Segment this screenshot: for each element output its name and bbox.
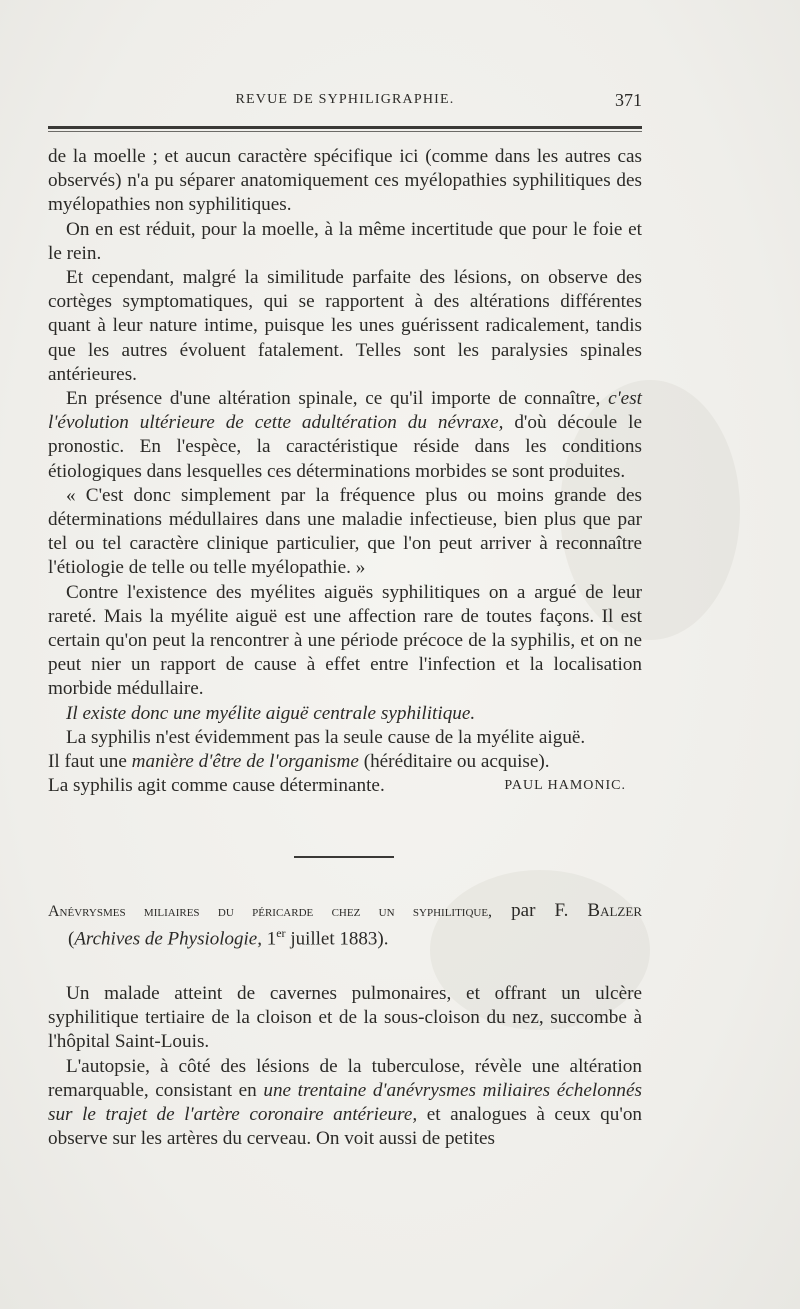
paragraph: Et cependant, malgré la similitude parfaite des lésions, on observe des cortèges symptomatiques, qui se rapportent à des altérations différentes quant à leur nature intime, puisque les unes guérissent radicalement, tandis que les autres évoluent fatalement. Telles sont les paralysies spinales antérieures. xyxy=(48,267,642,385)
text-run: La syphilis agit comme cause déterminante. xyxy=(48,775,385,797)
paragraph: On en est réduit, pour la moelle, à la même incertitude que pour le foie et le rein. xyxy=(48,218,642,264)
paragraph: Un malade atteint de cavernes pulmonaires, et offrant un ulcère syphilitique tertiaire de la cloison et de la sous-cloison du nez, succombe à l'hôpital Saint-Louis. xyxy=(48,983,642,1053)
text-block-myelite xyxy=(48,145,642,798)
text-run: et analogues à ceux qu'on observe sur les artères du cerveau. On voit aussi de petites xyxy=(48,1104,643,1150)
italic-run: l'organisme xyxy=(269,751,359,773)
quote-paragraph: « C'est donc simplement par la fréquence plus ou moins grande des déterminations médullaires dans une maladie infectieuse, bien plus que par tel ou tel caractère clinique particulier, que l'on peut arriver à reconnaître l'étiologie de telle ou telle myélopathie. » xyxy=(48,484,642,579)
italic-run: Il existe donc une myélite aiguë centrale syphilitique. xyxy=(66,702,476,724)
paragraph: de la moelle ; et aucun caractère spécifique ici (comme dans les autres cas observés) n'a pu séparer anatomiquement ces myélopathies syphilitiques des myélopathies non syphilitiques. xyxy=(48,146,642,216)
running-title: REVUE DE SYPHILIGRAPHIE. xyxy=(235,92,455,107)
article-title xyxy=(48,898,642,925)
italic-run: manière d'être de xyxy=(131,751,265,773)
text-run: par xyxy=(492,900,555,921)
paragraph xyxy=(48,726,642,750)
journal-name: Archives de Physiologie, xyxy=(74,928,262,950)
paragraph xyxy=(48,1055,642,1152)
article-author: F. Balzer xyxy=(554,900,642,921)
italic-run: une trentaine d'anévrysmes miliaires échelonnés sur le trajet de l'artère coronaire antérieure, xyxy=(48,1079,642,1126)
text-run: En présence d'une altération spinale, ce qu'il importe de connaître, xyxy=(66,388,609,410)
text-run: ( xyxy=(68,928,75,950)
text-block-anevrysmes xyxy=(48,982,642,1151)
paragraph-line xyxy=(48,750,642,774)
text-run: (héréditaire ou acquise). xyxy=(358,751,550,773)
text-run: Il faut une xyxy=(48,751,132,773)
article-source xyxy=(68,926,388,950)
page-number: 371 xyxy=(615,90,642,110)
article-title-caps: Anévrysmes miliaires du péricarde chez un syphilitique, xyxy=(48,903,493,920)
paragraph-line xyxy=(48,774,642,798)
text-run: 1 xyxy=(261,928,277,950)
running-head xyxy=(48,92,642,116)
text-run: juillet 1883). xyxy=(285,928,389,950)
paragraph: Contre l'existence des myélites aiguës syphilitiques on a argué de leur rareté. Mais la myélite aiguë est une affection rare de toutes façons. Il est certain qu'on peut la rencontrer à une période précoce de la syphilis, et on ne peut nier un rapport de cause à effet entre l'infection et la localisation morbide médullaire. xyxy=(48,581,642,700)
author-signature: PAUL HAMONIC. xyxy=(504,778,626,794)
ordinal-suffix: er xyxy=(276,926,286,940)
section-divider xyxy=(294,856,394,858)
paragraph xyxy=(48,702,642,726)
paragraph xyxy=(48,387,642,484)
italic-run: c'est l'évolution ultérieure de cette adultération du névraxe, xyxy=(48,388,642,434)
text-run: L'autopsie, à côté des lésions de la tuberculose, révèle une altération remarquable, consistant en xyxy=(48,1055,642,1101)
header-rule xyxy=(48,126,642,129)
text-run: La syphilis n'est évidemment pas la seule cause de la myélite aiguë. xyxy=(66,726,586,748)
text-run: d'où découle le pronostic. En l'espèce, la caractéristique réside dans les conditions étiologiques dans lesquelles ces déterminations morbides se sont produites. xyxy=(48,412,642,482)
